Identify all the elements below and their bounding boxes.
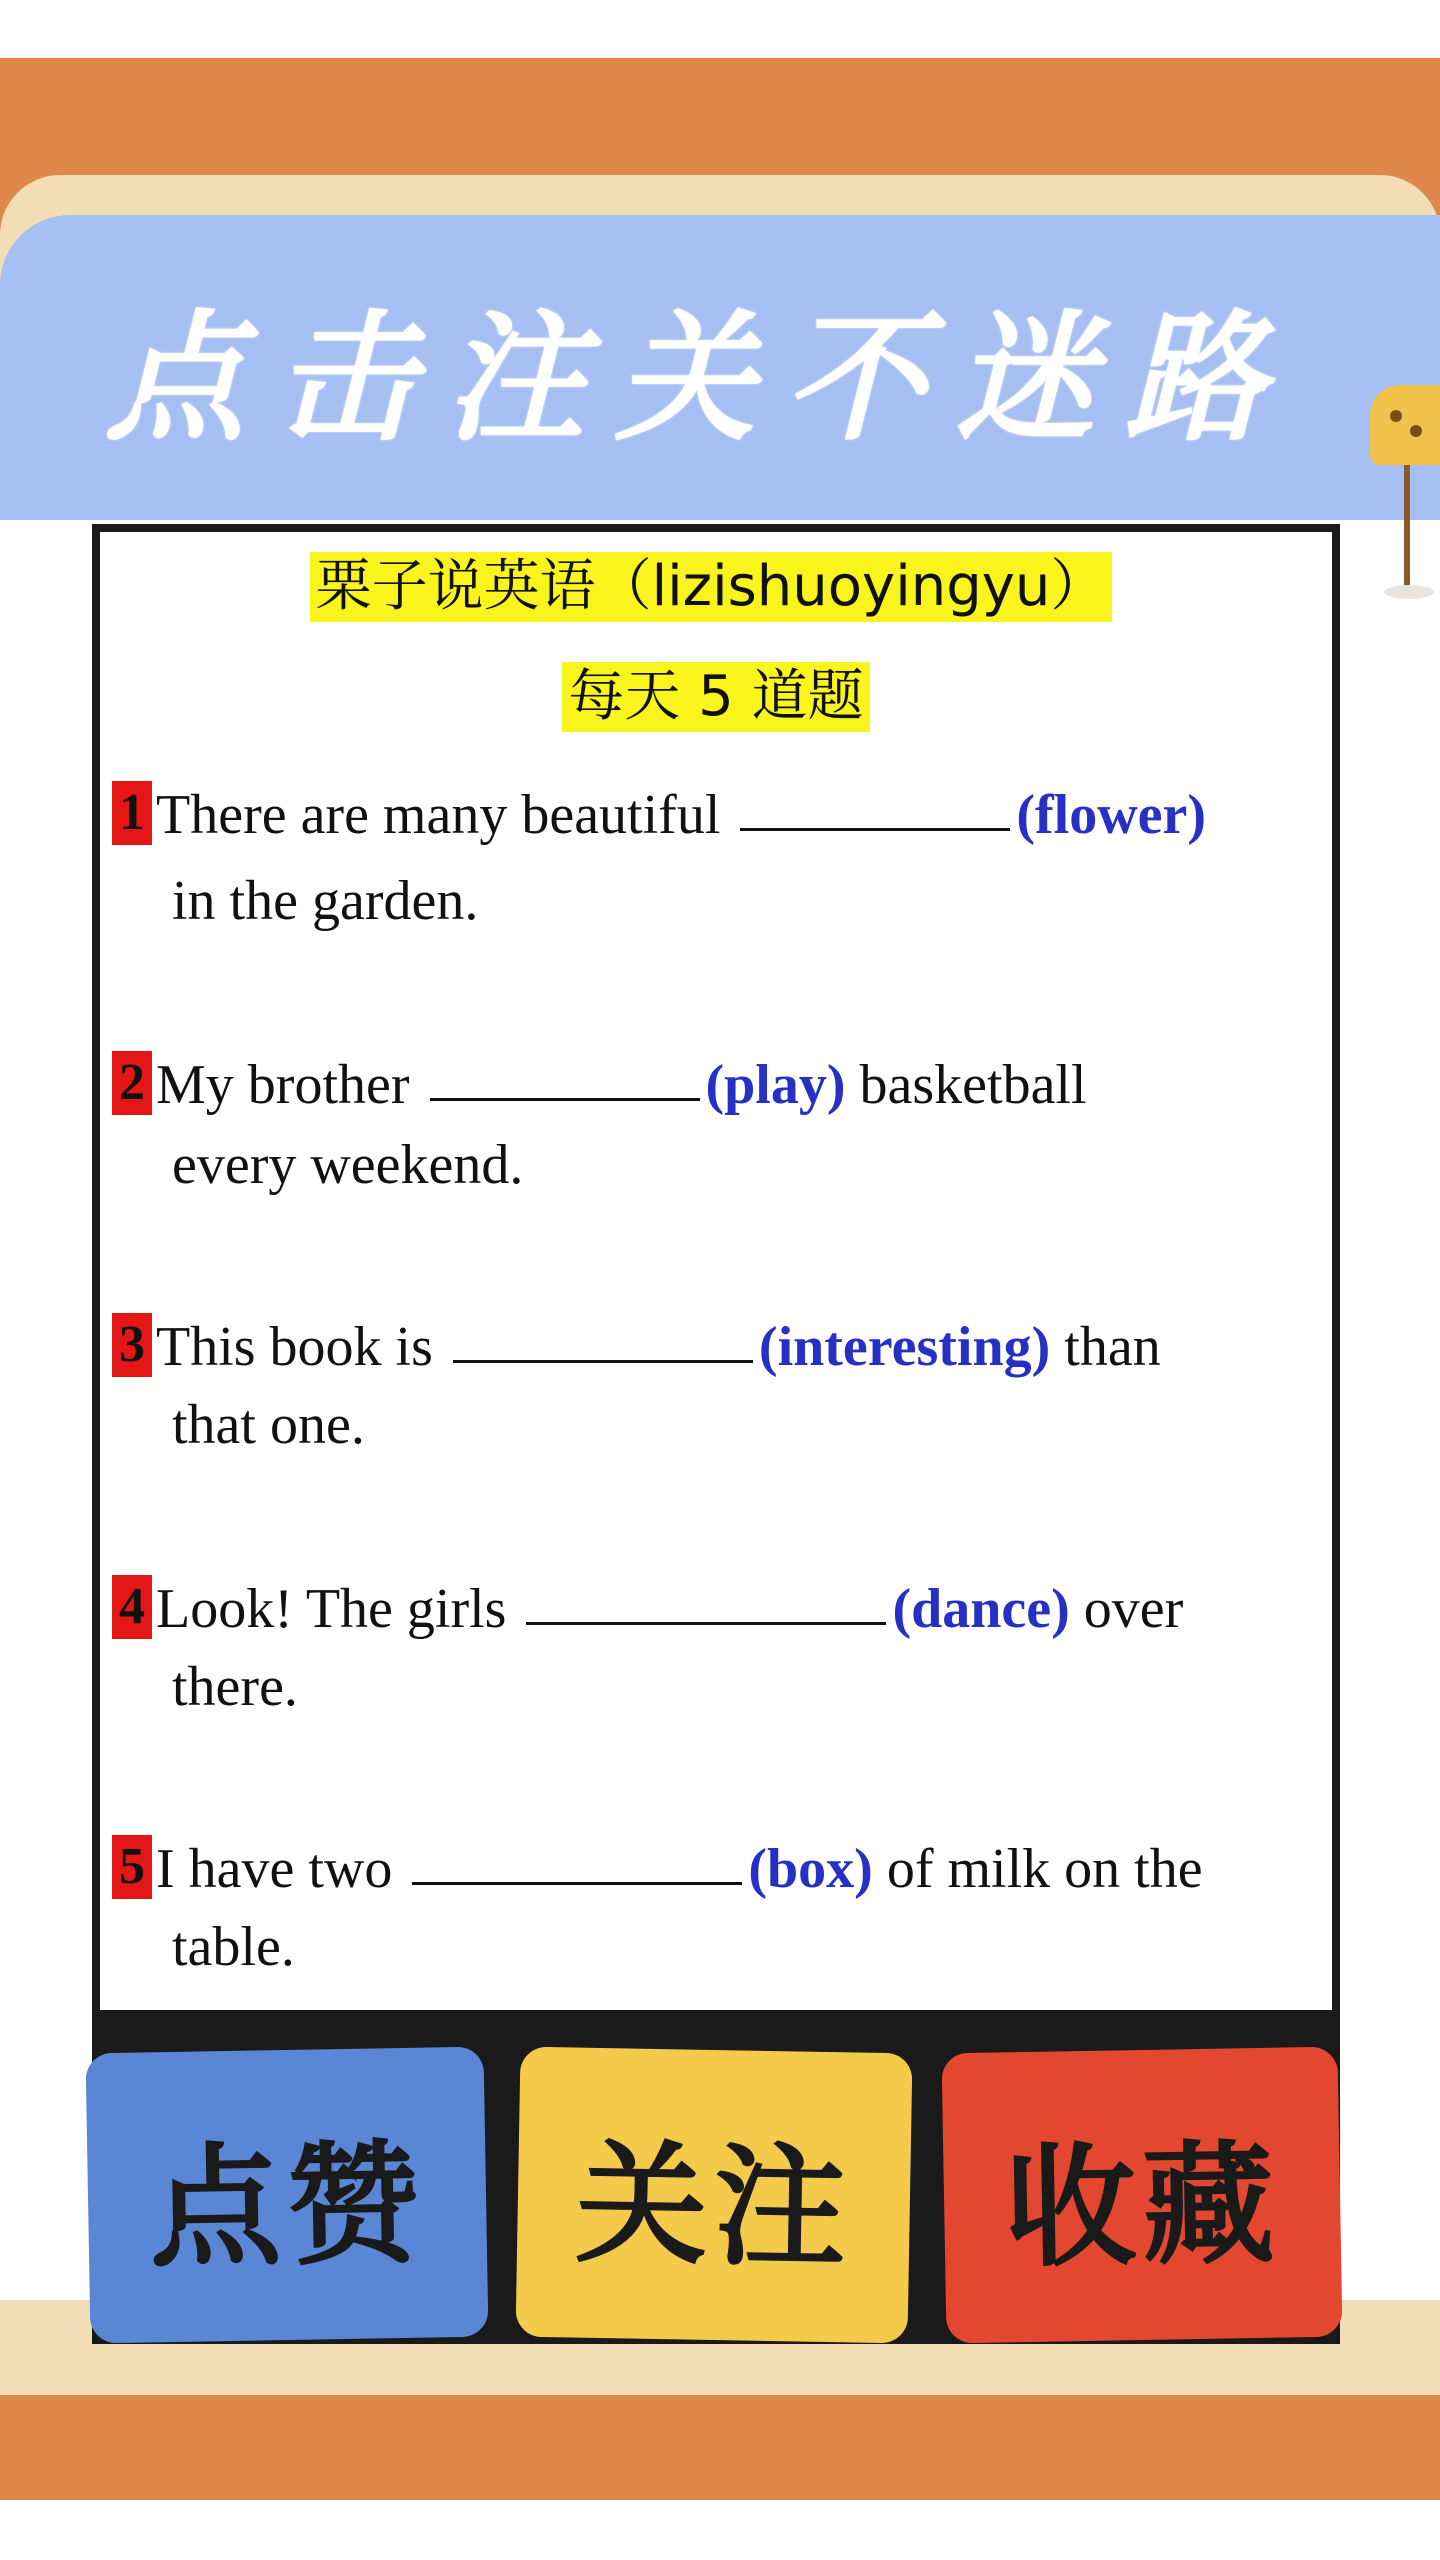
question-4	[112, 1566, 1322, 1730]
follow-button[interactable]: 关注	[515, 2047, 912, 2344]
answer-blank[interactable]	[430, 1058, 700, 1101]
question-text: There are many beautiful	[156, 784, 721, 846]
question-continuation: table.	[172, 1916, 295, 1978]
question-hint: (play)	[705, 1054, 846, 1116]
answer-blank[interactable]	[740, 788, 1010, 831]
question-number-badge: 3	[112, 1313, 152, 1377]
like-button[interactable]: 点赞	[85, 2047, 488, 2344]
question-continuation: every weekend.	[172, 1134, 524, 1196]
card-subtitle: 每天 5 道题	[562, 662, 869, 732]
question-hint: (interesting)	[758, 1316, 1051, 1378]
question-text: This book is	[156, 1316, 433, 1378]
card-title-row	[100, 552, 1332, 622]
question-continuation: there.	[172, 1656, 298, 1718]
question-continuation: in the garden.	[172, 870, 479, 932]
question-text: Look! The girls	[156, 1578, 507, 1640]
question-2	[112, 1042, 1322, 1208]
question-text-after: than	[1064, 1316, 1161, 1378]
top-margin	[0, 0, 1440, 58]
bottom-margin	[0, 2500, 1440, 2560]
answer-blank[interactable]	[526, 1582, 886, 1625]
question-hint: (box)	[748, 1838, 873, 1900]
question-3	[112, 1304, 1322, 1468]
question-text: My brother	[156, 1054, 410, 1116]
answer-blank[interactable]	[453, 1320, 753, 1363]
collect-button[interactable]: 收藏	[941, 2047, 1342, 2344]
question-text-after: over	[1083, 1578, 1184, 1640]
question-number-badge: 2	[112, 1051, 152, 1115]
mascot-icon	[1370, 385, 1440, 465]
question-1	[112, 772, 1322, 944]
question-5	[112, 1826, 1322, 1990]
question-continuation: that one.	[172, 1394, 365, 1456]
question-number-badge: 4	[112, 1575, 152, 1639]
follow-banner	[0, 215, 1440, 520]
question-number-badge: 1	[112, 781, 152, 845]
banner-text: 点击注关不迷路	[104, 298, 1295, 461]
answer-blank[interactable]	[412, 1842, 742, 1885]
exercise-card	[92, 524, 1340, 2024]
question-hint: (dance)	[892, 1578, 1070, 1640]
card-subtitle-row	[100, 662, 1332, 732]
question-text: I have two	[156, 1838, 393, 1900]
question-text-after: of milk on the	[886, 1838, 1203, 1900]
mascot-stand-icon	[1384, 465, 1434, 615]
question-hint: (flower)	[1016, 784, 1207, 846]
card-title: 栗子说英语（lizishuoyingyu）	[310, 552, 1113, 622]
question-text-after: basketball	[859, 1054, 1087, 1116]
question-number-badge: 5	[112, 1835, 152, 1899]
